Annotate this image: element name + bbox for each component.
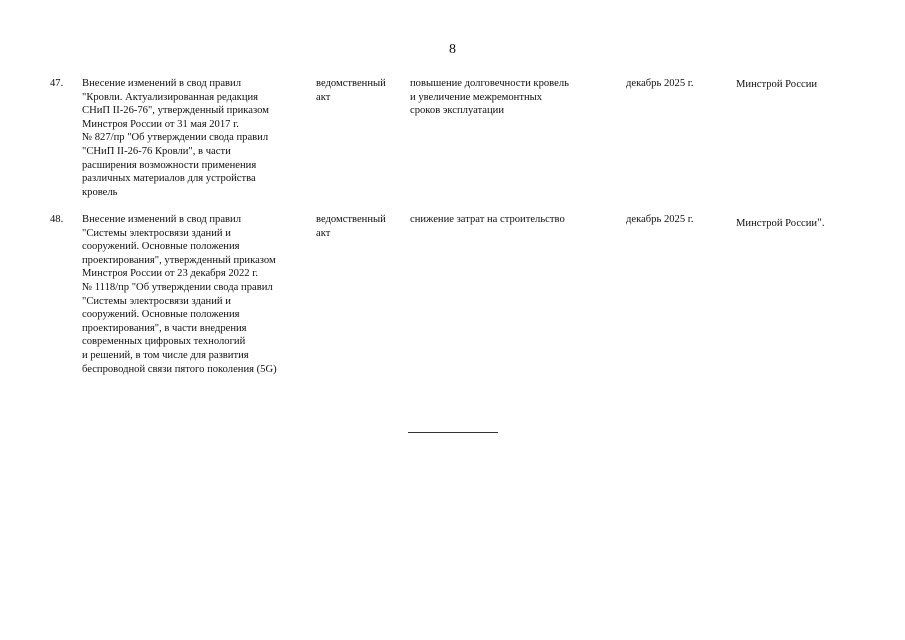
responsible-label: Минстрой России: [736, 79, 818, 90]
deadline: декабрь 2025 г.: [626, 214, 694, 225]
document-type: ведомственный акт: [316, 78, 386, 103]
responsible-body: [736, 216, 896, 231]
end-of-document-rule: [408, 432, 498, 433]
closing-quote: ".: [817, 216, 825, 229]
document-type: ведомственный акт: [316, 214, 386, 239]
page-number: 8: [449, 42, 456, 57]
responsible-body: [736, 77, 896, 92]
responsible-label: Минстрой России: [736, 218, 818, 229]
measure-description: Внесение изменений в свод правил "Системы электросвязи зданий и сооружений. Основные положения проектирования", утвержденный приказом Минстроя России от 23 декабря 2022 г. № 1118/пр "Об утверждении свода правил "Системы электросвязи зданий и сооружений. Основные положения проектирования", в части внедрения современных цифровых технологий и решений, в том числе для развития беспроводной связи пятого поколения (5G): [82, 214, 277, 375]
expected-result: снижение затрат на строительство: [410, 214, 565, 225]
measure-description: Внесение изменений в свод правил "Кровли. Актуализированная редакция СНиП II-26-76", утвержденный приказом Минстроя России от 31 мая 2017 г. № 827/пр "Об утверждении свода правил "СНиП II-26-76 Кровли", в части расширения возможности применения различных материалов для устройства кровель: [82, 78, 269, 198]
row-number: 47.: [50, 78, 64, 89]
row-number: 48.: [50, 214, 64, 225]
deadline: декабрь 2025 г.: [626, 78, 694, 89]
expected-result: повышение долговечности кровель и увеличение межремонтных сроков эксплуатации: [410, 78, 569, 117]
